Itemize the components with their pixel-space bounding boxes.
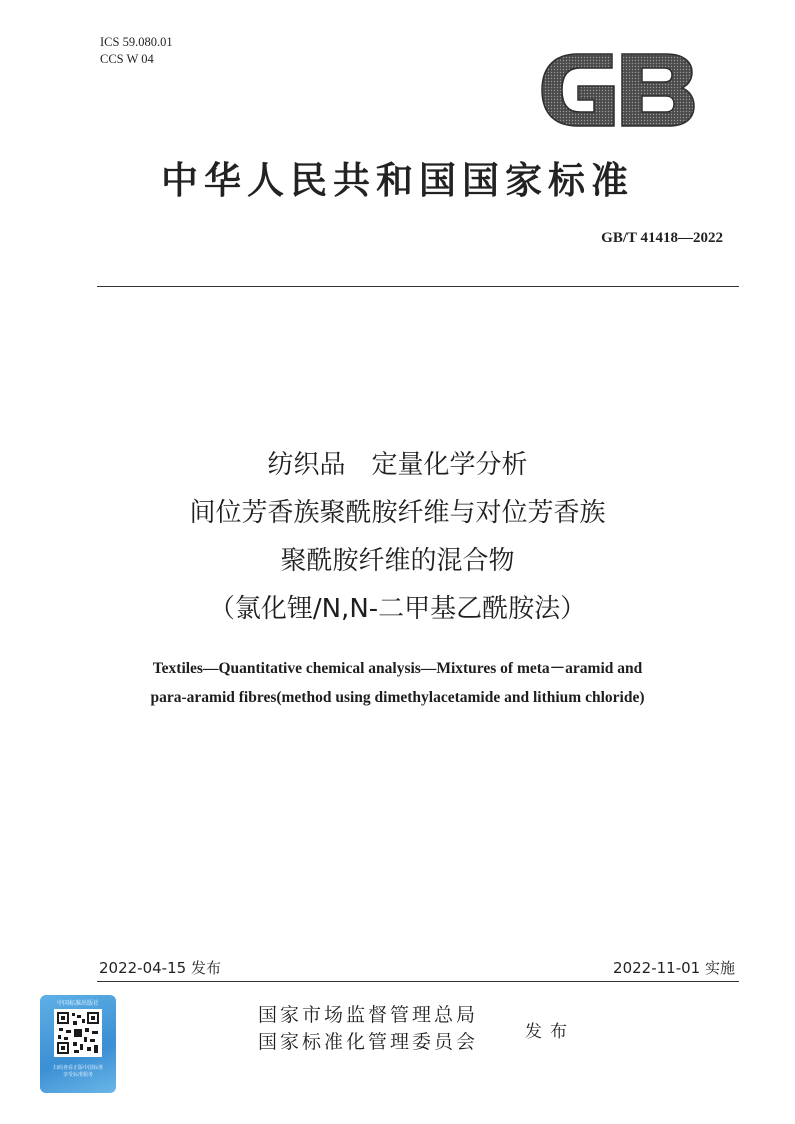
- ccs-code: CCS W 04: [100, 52, 154, 66]
- standard-number: GB/T 41418—2022: [601, 230, 723, 246]
- chinese-title-line-4: （氯化锂/N,N-二甲基乙酰胺法）: [208, 594, 587, 624]
- sticker-footer-line-1: 扫码查看正版中国标准: [52, 1065, 103, 1071]
- implementation-date: 2022-11-01 实施: [613, 959, 735, 977]
- qr-code-icon[interactable]: [54, 1009, 102, 1057]
- publish-label: 发布: [525, 1022, 575, 1042]
- classification-codes: [100, 34, 173, 68]
- english-title-line-1: Textiles—Quantitative chemical analysis—Mixtures of meta－aramid and: [152, 660, 643, 677]
- ics-code: ICS 59.080.01: [100, 35, 173, 49]
- sticker-footer-line-2: 享受标准服务: [62, 1072, 93, 1078]
- sticker-footer: [40, 1065, 116, 1079]
- english-title: [0, 654, 795, 712]
- chinese-title-line-1: 纺织品 定量化学分析: [267, 450, 528, 480]
- issue-date: 2022-04-15 发布: [99, 959, 221, 977]
- publisher-sac: 国家标准化管理委员会: [258, 1031, 479, 1053]
- anti-counterfeit-sticker[interactable]: [40, 995, 116, 1093]
- standard-title: 中华人民共和国国家标准: [161, 158, 634, 202]
- chinese-title-line-3: 聚酰胺纤维的混合物: [280, 546, 515, 576]
- footer-divider: [97, 981, 739, 982]
- english-title-line-2: para-aramid fibres(method using dimethylacetamide and lithium chloride): [150, 689, 645, 706]
- chinese-title-line-2: 间位芳香族聚酰胺纤维与对位芳香族: [189, 498, 606, 528]
- publisher-samr: 国家市场监督管理总局: [258, 1004, 479, 1026]
- publishing-authorities: [258, 1002, 478, 1056]
- gb-logo: [538, 50, 698, 130]
- header-divider: [97, 286, 739, 287]
- sticker-header: 中国标准出版社: [56, 1000, 99, 1007]
- chinese-title: [0, 441, 795, 633]
